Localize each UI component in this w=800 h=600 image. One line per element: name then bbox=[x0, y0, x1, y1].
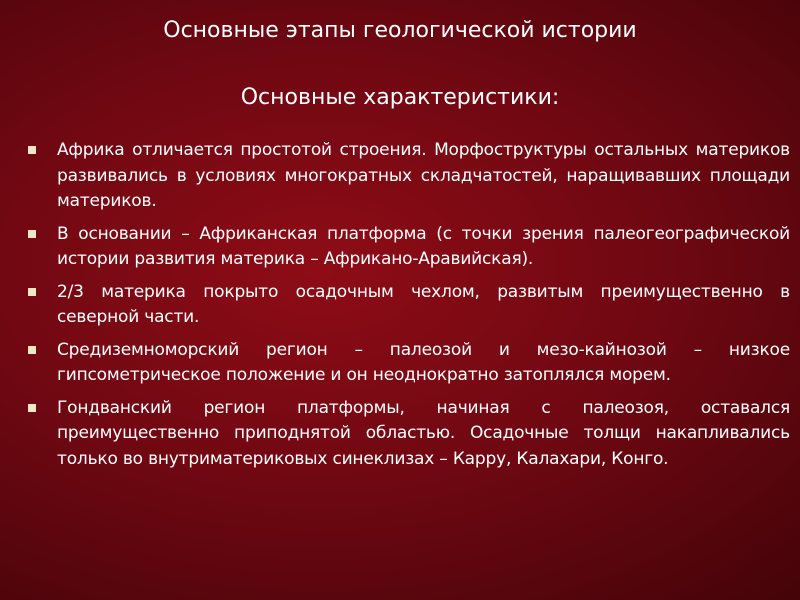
bullet-text: 2/3 материка покрыто осадочным чехлом, развитым преимущественно в северной части. bbox=[57, 281, 790, 327]
bullet-item bbox=[22, 222, 790, 273]
bullet-item bbox=[22, 338, 790, 389]
bullet-text: В основании – Африканская платформа (с точки зрения палеогеографической истории развития материка – Африкано-Аравийская). bbox=[57, 223, 790, 269]
bullet-text: Гондванский регион платформы, начиная с палеозоя, оставался преимущественно приподнятой областью. Осадочные толщи накапливались только во внутриматериковых синеклизах – Карру, Калахари, Конго. bbox=[57, 397, 790, 469]
square-bullet-icon bbox=[28, 288, 36, 296]
square-bullet-icon bbox=[28, 230, 36, 238]
bullet-text: Африка отличается простотой строения. Морфоструктуры остальных материков развивались в условиях многократных складчатостей, наращивавших площади материков. bbox=[57, 140, 790, 211]
bullet-text: Средиземноморский регион – палеозой и мезо-кайнозой – низкое гипсометрическое положение и он неоднократно затоплялся морем. bbox=[57, 339, 790, 385]
bullet-item bbox=[22, 396, 790, 473]
bullet-list bbox=[22, 138, 790, 479]
square-bullet-icon bbox=[28, 146, 36, 154]
bullet-item bbox=[22, 280, 790, 331]
square-bullet-icon bbox=[28, 346, 36, 354]
square-bullet-icon bbox=[28, 404, 36, 412]
slide-title: Основные этапы геологической истории bbox=[163, 18, 637, 43]
slide-subtitle: Основные характеристики: bbox=[240, 85, 560, 110]
bullet-item bbox=[22, 138, 790, 215]
